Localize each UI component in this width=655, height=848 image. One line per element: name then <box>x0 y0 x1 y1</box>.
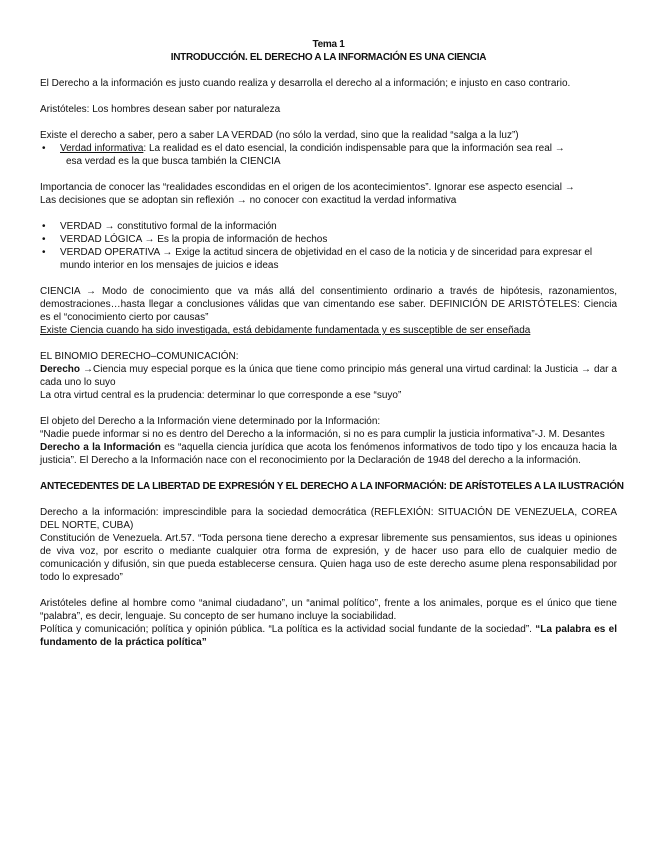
paragraph-animal-politico: Aristóteles define al hombre como “animal ciudadano”, un “animal político”, frente a los animales, porque es el único que tiene “palabra”, es decir, lenguaje. Su concepto de ser humano incluye la sociabilidad. <box>40 598 617 622</box>
paragraph-ciencia: CIENCIA → Modo de conocimiento que va más allá del consentimiento ordinario a través de hipótesis, razonamientos, demostraciones…hasta llegar a conclusiones válidas que van cimentando ese saber. DEFINICIÓN DE ARISTÓTELES: Ciencia es el “conocimiento cierto por causas” <box>40 286 617 323</box>
bullet-dot: • <box>42 143 46 154</box>
paragraph-objeto: El objeto del Derecho a la Información viene determinado por la Información: <box>40 416 381 427</box>
term-derecho: Derecho <box>40 364 81 375</box>
list-item <box>40 233 617 246</box>
list-item <box>40 220 617 233</box>
politica-bold: “La palabra es el fundamento de la práctica política” <box>40 624 617 648</box>
title-heading: INTRODUCCIÓN. EL DERECHO A LA INFORMACIÓN ES UNA CIENCIA <box>170 52 487 63</box>
bullet-dot: • <box>42 221 46 232</box>
paragraph-derecho-informacion <box>40 441 617 467</box>
document-title <box>40 38 617 64</box>
verdad-item-text: VERDAD LÓGICA → Es la propia de información de hechos <box>60 234 328 245</box>
bullet-dot: • <box>42 247 46 258</box>
title-topic: Tema 1 <box>312 39 345 50</box>
paragraph-realidades-1: Importancia de conocer las “realidades escondidas en el origen de los acontecimientos”. Ignorar ese aspecto esencial → <box>40 182 575 193</box>
paragraph-democratica: Derecho a la información: imprescindible para la sociedad democrática (REFLEXIÓN: SITUACIÓN DE VENEZUELA, COREA DEL NORTE, CUBA) <box>40 507 617 531</box>
paragraph-derecho-saber: Existe el derecho a saber, pero a saber LA VERDAD (no sólo la verdad, sino que la realidad “salga a la luz”) <box>40 130 519 141</box>
politica-text: Política y comunicación; política y opinión pública. “La política es la actividad social fundante de la sociedad”. <box>40 624 536 635</box>
ciencia-underlined: Existe Ciencia cuando ha sido investigada, está debidamente fundamentada y es susceptible de ser enseñada <box>40 325 531 336</box>
paragraph-prudencia: La otra virtud central es la prudencia: determinar lo que corresponde a ese “suyo” <box>40 390 402 401</box>
paragraph-realidades-2: Las decisiones que se adoptan sin reflexión → no conocer con exactitud la verdad informativa <box>40 195 457 206</box>
paragraph-aristoteles: Aristóteles: Los hombres desean saber por naturaleza <box>40 104 281 115</box>
list-item <box>40 246 617 272</box>
derecho-text: →Ciencia muy especial porque es la única que tiene como principio más general una virtud cardinal: la Justicia → dar a cada uno lo suyo <box>40 364 617 388</box>
verdad-item-cont: mundo interior en los mensajes de juicios e ideas <box>60 260 279 271</box>
paragraph-politica <box>40 623 617 649</box>
bullet-verdad-informativa <box>40 142 617 168</box>
verdad-item-text: VERDAD OPERATIVA → Exige la actitud sincera de objetividad en el caso de la noticia y de sinceridad para expresar el <box>60 247 593 258</box>
bullet-dot: • <box>42 234 46 245</box>
term-verdad-informativa: Verdad informativa <box>60 143 144 154</box>
heading-binomio: EL BINOMIO DERECHO–COMUNICACIÓN: <box>40 351 239 362</box>
paragraph-justicia: El Derecho a la información es justo cuando realiza y desarrolla el derecho al a información; e injusto en caso contrario. <box>40 78 571 89</box>
verdad-item-text: VERDAD → constitutivo formal de la información <box>60 221 277 232</box>
quote-desantes: “Nadie puede informar si no es dentro del Derecho a la información, si no es para cumplir la justicia informativa”-J. M. Desantes <box>40 429 605 440</box>
verdad-informativa-text: : La realidad es el dato esencial, la condición indispensable para que la información sea real → <box>143 143 565 154</box>
term-derecho-informacion: Derecho a la Información <box>40 442 161 453</box>
paragraph-derecho <box>40 363 617 389</box>
verdad-informativa-cont: esa verdad es la que busca también la CIENCIA <box>66 156 281 167</box>
heading-antecedentes: ANTECEDENTES DE LA LIBERTAD DE EXPRESIÓN Y EL DERECHO A LA INFORMACIÓN: DE ARÍSTOTELES A LA ILUSTRACIÓN <box>40 481 624 492</box>
verdad-list <box>40 220 617 272</box>
paragraph-venezuela: Constitución de Venezuela. Art.57. “Toda persona tiene derecho a expresar libremente sus pensamientos, sus ideas u opiniones de viva voz, por escrito o mediante cualquier otra forma de expresión, y de hacer uso para ello de cualquier medio de comunicación y difusión, sin que pueda establecerse censura. Quien haga uso de este derecho asume plena responsabilidad por todo lo expresado” <box>40 533 617 583</box>
derecho-informacion-text: es “aquella ciencia jurídica que acota los fenómenos informativos de todo tipo y los encauza hacia la justicia”. El Derecho a la Información nace con el reconocimiento por la Declaración de 1948 del derecho a la información. <box>40 442 617 466</box>
